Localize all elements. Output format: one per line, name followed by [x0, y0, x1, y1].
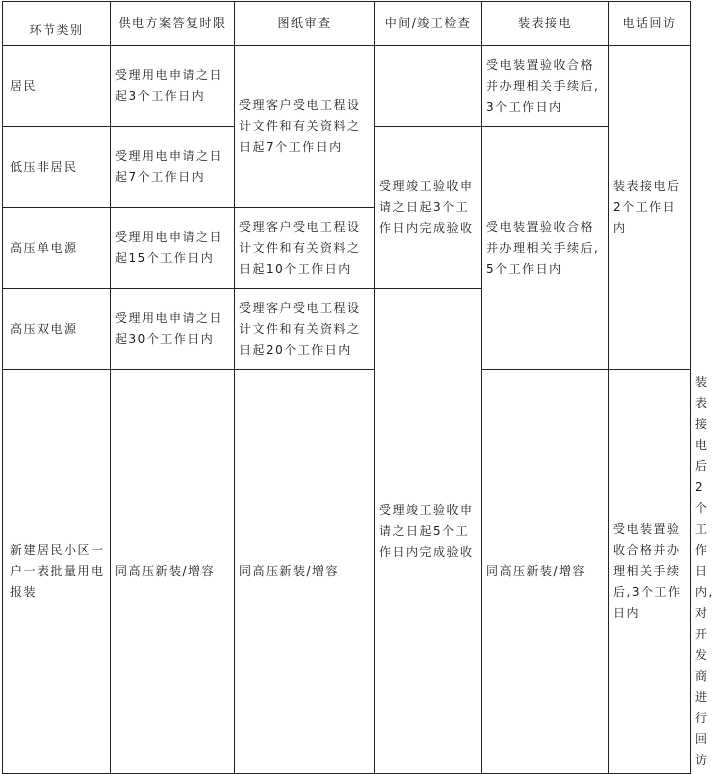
row-category: 高压双电源 — [3, 289, 111, 370]
drawing-review-low-voltage: 受理客户受电工程设计文件和有关资料之日起7个工作日内 — [235, 46, 375, 208]
header-inspection: 中间/竣工检查 — [375, 2, 482, 46]
row-category: 低压非居民 — [3, 127, 111, 208]
row-reply-time: 受理用电申请之日起15个工作日内 — [111, 208, 235, 289]
row-reply-time: 受理用电申请之日起3个工作日内 — [111, 46, 235, 127]
row-drawing-review: 受理客户受电工程设计文件和有关资料之日起10个工作日内 — [235, 208, 375, 289]
connection-high-voltage: 受电装置验收合格并办理相关手续后, 5个工作日内 — [482, 127, 609, 370]
row-reply-time: 受理用电申请之日起30个工作日内 — [111, 289, 235, 370]
row-category: 新建居民小区一户一表批量用电报装 — [3, 370, 111, 774]
row-drawing-review: 受理客户受电工程设计文件和有关资料之日起20个工作日内 — [235, 289, 375, 370]
header-connection: 装表接电 — [482, 2, 609, 46]
row-connection: 受电装置验收合格并办理相关手续后,3个工作日内 — [609, 370, 691, 774]
callback-main: 装表接电后2个工作日内 — [609, 46, 691, 370]
row-reply-time: 同高压新装/增容 — [111, 370, 235, 774]
row-connection: 受电装置验收合格并办理相关手续后,3个工作日内 — [482, 46, 609, 127]
service-time-limit-table — [2, 1, 714, 774]
table-row — [3, 46, 691, 127]
header-category: 环节类别 — [3, 2, 111, 46]
row-category: 高压单电源 — [3, 208, 111, 289]
row-drawing-review: 同高压新装/增容 — [235, 370, 375, 774]
header-drawing-review: 图纸审查 — [235, 2, 375, 46]
row-category: 居民 — [3, 46, 111, 127]
inspection-high-voltage: 受理竣工验收申请之日起5个工作日内完成验收 — [375, 289, 482, 774]
inspection-low-voltage: 受理竣工验收申请之日起3个工作日内完成验收 — [375, 127, 482, 289]
header-callback: 电话回访 — [609, 2, 691, 46]
table-header-row — [3, 2, 691, 46]
inspection-empty-cell — [375, 46, 482, 127]
header-reply-time: 供电方案答复时限 — [111, 2, 235, 46]
row-inspection: 同高压新装/增容 — [482, 370, 609, 774]
row-reply-time: 受理用电申请之日起7个工作日内 — [111, 127, 235, 208]
table-row: 新建居民小区一户一表批量用电报装 同高压新装/增容 同高压新装/增容 同高压新装/增容 受电装置验收合格并办理相关手续后,3个工作日内 装表接电后2个工作日内,对开发商进行回访 — [3, 370, 691, 774]
